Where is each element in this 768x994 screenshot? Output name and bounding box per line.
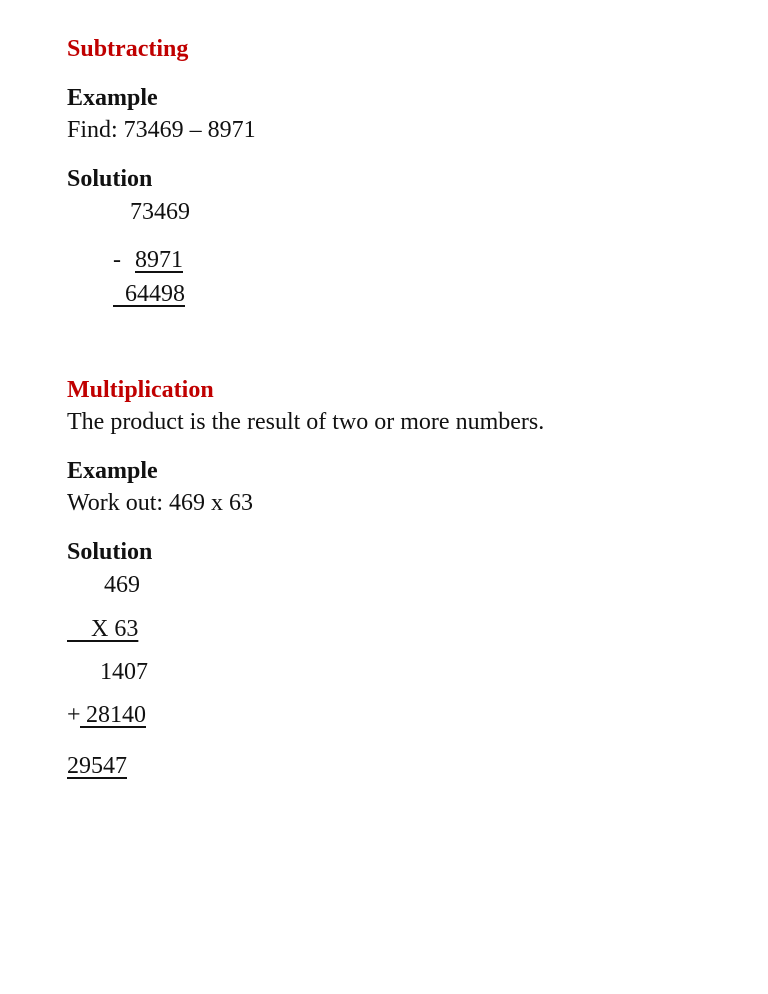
multiplication-example-label: Example <box>67 458 158 484</box>
multiplication-partial-product-1: 1407 <box>100 659 148 685</box>
multiplication-solution-label: Solution <box>67 539 153 565</box>
subtracting-solution-label: Solution <box>67 166 153 192</box>
multiplication-multiplier: X 63 <box>67 616 139 642</box>
multiplication-partial-product-2: 28140 <box>80 702 146 728</box>
multiplication-multiplicand: 469 <box>104 572 140 598</box>
subtracting-minus-sign: - <box>113 247 121 273</box>
multiplication-problem: Work out: 469 x 63 <box>67 490 254 516</box>
subtracting-example-label: Example <box>67 85 158 111</box>
multiplication-result: 29547 <box>67 753 127 779</box>
multiplication-heading: Multiplication <box>67 377 214 403</box>
subtracting-problem: Find: 73469 – 8971 <box>67 117 256 143</box>
subtracting-subtrahend: 8971 <box>135 247 183 273</box>
subtracting-minuend: 73469 <box>130 199 190 225</box>
multiplication-plus-sign: + <box>67 702 81 728</box>
multiplication-definition: The product is the result of two or more numbers. <box>67 409 545 435</box>
subtracting-result: 64498 <box>113 281 185 307</box>
subtracting-heading: Subtracting <box>67 36 189 62</box>
